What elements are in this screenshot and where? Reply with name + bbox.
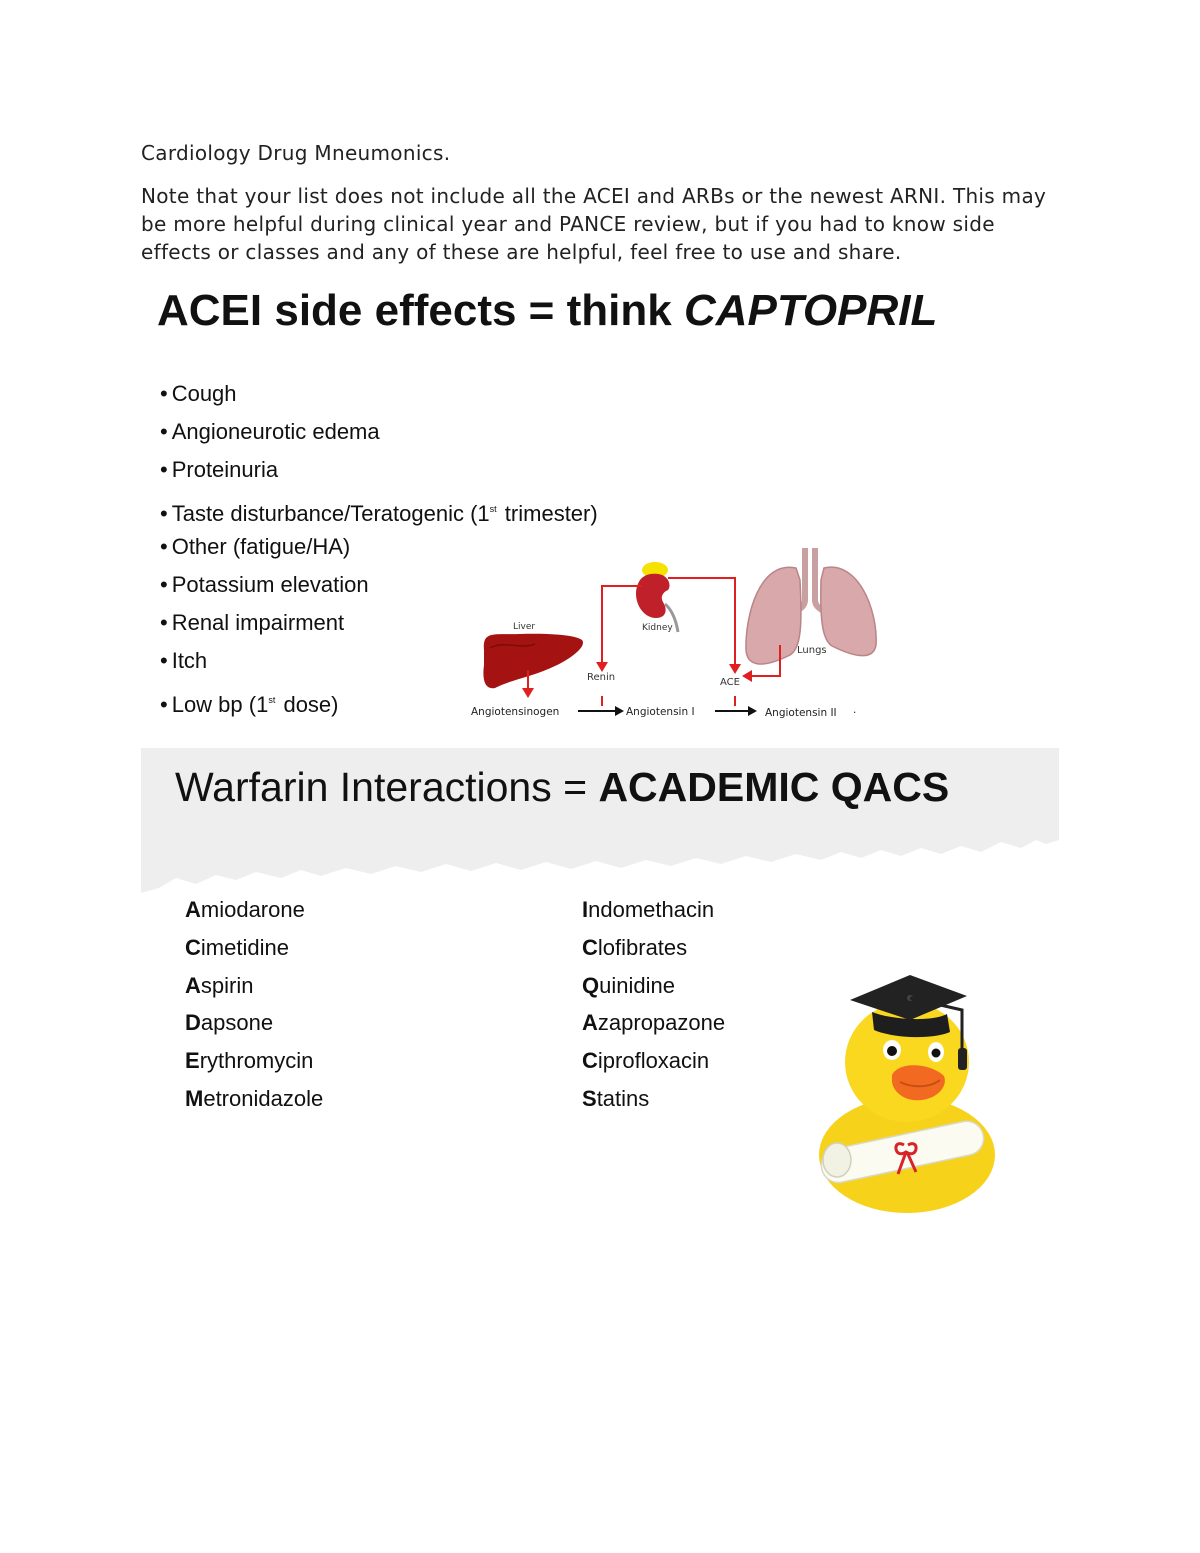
drug-name-rest: lofibrates (597, 934, 688, 960)
warfarin-left-column (185, 892, 323, 1119)
drug-name-rest: imetidine (200, 934, 289, 960)
list-item (185, 892, 323, 930)
list-item (160, 451, 598, 489)
liver-icon (483, 634, 583, 689)
lungs-label: Lungs (797, 645, 827, 656)
list-item (582, 1043, 725, 1081)
list-item (185, 1081, 323, 1119)
list-item (582, 930, 725, 968)
list-item-text: Taste disturbance/Teratogenic (1 (171, 500, 490, 526)
list-item-text: Low bp (1 (171, 691, 269, 717)
kidney-icon (636, 562, 678, 632)
list-item (160, 413, 598, 451)
mnemonic-letter: E (185, 1048, 200, 1074)
drug-name-rest: iprofloxacin (597, 1048, 710, 1074)
list-item (185, 1043, 323, 1081)
mnemonic-letter: A (582, 1010, 598, 1036)
drug-name-rest: zapropazone (597, 1010, 726, 1036)
mnemonic-letter: I (582, 897, 589, 922)
mnemonic-letter: A (185, 897, 201, 922)
list-item (185, 1005, 323, 1043)
mnemonic-letter: C (185, 934, 201, 960)
mnemonic-letter: C (582, 1048, 598, 1074)
drug-name-rest: ndomethacin (588, 897, 715, 922)
angiotensin-1-label: Angiotensin I (626, 706, 695, 718)
drug-name-rest: tatins (596, 1085, 650, 1111)
angiotensinogen-label: Angiotensinogen (471, 706, 560, 718)
mnemonic-letter: D (185, 1010, 201, 1036)
ace-label: ACE (720, 677, 740, 688)
acei-heading-prefix: ACEI side effects = think (157, 286, 684, 335)
list-item-text: Proteinuria (171, 457, 279, 483)
kidney-label: Kidney (642, 623, 673, 633)
list-item (582, 1081, 725, 1119)
mnemonic-letter: S (582, 1085, 597, 1111)
drug-name-rest: uinidine (599, 972, 675, 998)
acei-heading (157, 286, 937, 336)
list-item (582, 968, 725, 1006)
liver-label: Liver (513, 622, 536, 632)
drug-name-rest: apsone (200, 1010, 274, 1036)
warfarin-right-column (582, 892, 725, 1119)
superscript: st (268, 694, 276, 705)
list-item-text: Angioneurotic edema (171, 419, 380, 445)
list-item-text: Cough (171, 381, 237, 406)
mnemonic-letter: A (185, 972, 201, 998)
drug-name-rest: spirin (200, 972, 254, 998)
list-item-text: Potassium elevation (171, 571, 369, 597)
drug-name-rest: miodarone (200, 897, 305, 922)
list-item-text-after: trimester) (498, 500, 598, 526)
drug-name-rest: etronidazole (203, 1085, 324, 1111)
graduation-duck-icon (812, 970, 997, 1220)
warfarin-heading-emphasis: ACADEMIC QACS (598, 764, 950, 810)
list-item-text-after: dose) (277, 691, 339, 717)
warfarin-heading (175, 764, 949, 811)
list-item-text: Itch (171, 648, 208, 674)
list-item (582, 1005, 725, 1043)
intro-note: Note that your list does not include all the ACEI and ARBs or the newest ARNI. This may be more helpful during clinical year and PANCE review, but if you had to know side effects or classes and any of these are helpful, feel free to use and share. (141, 184, 1047, 264)
page-title: Cardiology Drug Mneumonics. (141, 141, 451, 165)
list-item (160, 490, 598, 528)
drug-name-rest: rythromycin (199, 1048, 314, 1074)
list-item (185, 930, 323, 968)
mnemonic-letter: C (582, 934, 598, 960)
list-item-text: Renal impairment (171, 610, 345, 636)
list-item (160, 375, 598, 413)
raas-diagram (460, 540, 890, 725)
acei-heading-emphasis: CAPTOPRIL (683, 286, 938, 335)
mnemonic-letter: M (185, 1085, 204, 1111)
svg-text:·: · (853, 707, 857, 719)
list-item (185, 968, 323, 1006)
warfarin-heading-prefix: Warfarin Interactions = (175, 764, 599, 810)
angiotensin-2-label: Angiotensin II (765, 707, 837, 719)
list-item (582, 892, 725, 930)
renin-label: Renin (587, 672, 616, 683)
superscript: st (489, 503, 497, 514)
list-item-text: Other (fatigue/HA) (171, 533, 351, 559)
mnemonic-letter: Q (582, 972, 600, 998)
